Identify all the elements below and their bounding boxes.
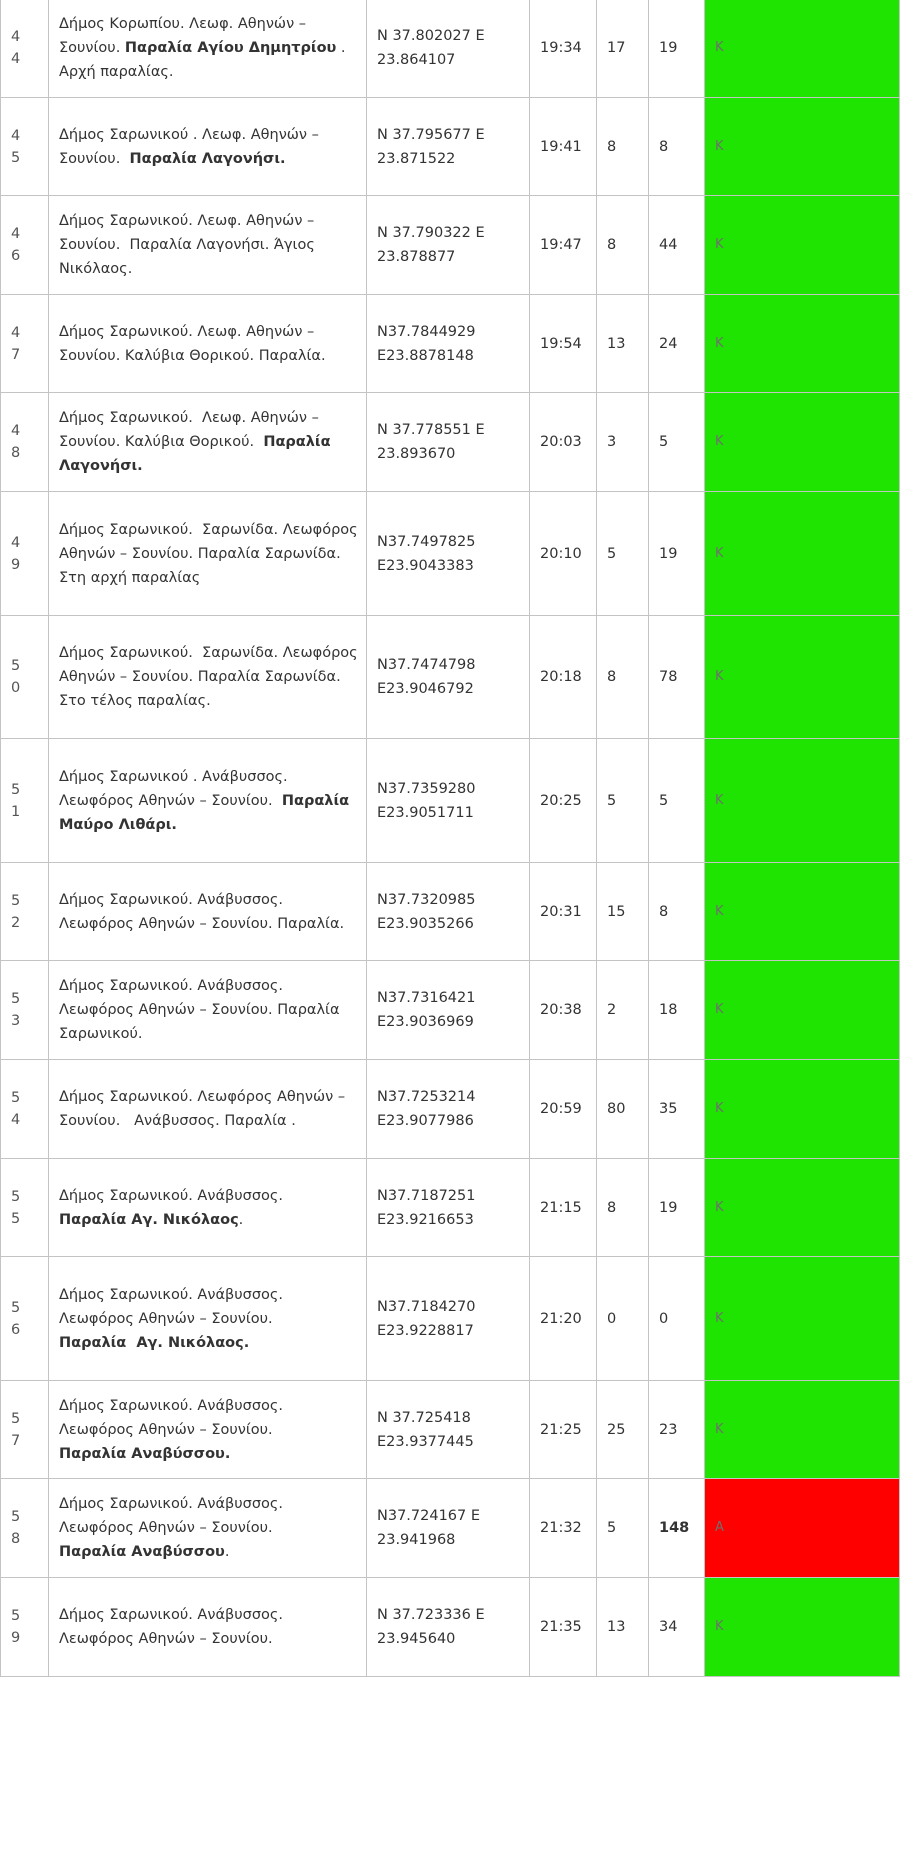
value-cell-2: 8 [649, 863, 705, 961]
value-cell-1: 25 [597, 1381, 649, 1479]
location-cell [49, 492, 367, 616]
coordinate-line: N37.7184270 [377, 1298, 476, 1315]
coordinate-line: 23.878877 [377, 249, 456, 265]
location-cell [49, 1381, 367, 1479]
coordinate-line: N37.7497825 [377, 533, 476, 550]
coordinates-cell [367, 1159, 530, 1257]
location-text: Δήμος Σαρωνικού. Λεωφόρος Αθηνών – Σουνίου. Ανάβυσσος. Παραλία . [59, 1089, 350, 1129]
status-cell: K [705, 1060, 900, 1159]
row-number-cell [1, 1159, 49, 1257]
row-number-digit: 8 [11, 445, 21, 461]
row-number-digit: 0 [11, 680, 21, 696]
location-cell [49, 616, 367, 739]
row-number-digit: 5 [11, 1210, 21, 1227]
location-cell [49, 196, 367, 295]
table-row [1, 492, 900, 616]
location-cell [49, 1159, 367, 1257]
row-number-digit: 5 [11, 991, 21, 1007]
row-number-cell [1, 863, 49, 961]
location-text: Δήμος Σαρωνικού. Ανάβυσσος. Λεωφόρος Αθηνών – Σουνίου. Παραλία Σαρωνικού. [59, 978, 349, 1042]
time-cell: 20:18 [530, 616, 597, 739]
value-cell-1: 17 [597, 0, 649, 98]
row-number-digit: 7 [11, 346, 21, 363]
status-cell: K [705, 98, 900, 196]
value-cell-1: 0 [597, 1257, 649, 1381]
value-cell-1: 8 [597, 196, 649, 295]
table-row [1, 393, 900, 492]
time-cell: 21:25 [530, 1381, 597, 1479]
row-number-digit: 7 [11, 1432, 21, 1449]
row-number-digit: 4 [11, 127, 21, 144]
row-number-cell [1, 616, 49, 739]
value-cell-1: 3 [597, 393, 649, 492]
value-cell-1: 8 [597, 616, 649, 739]
row-number-digit: 5 [11, 149, 21, 166]
table-row [1, 1381, 900, 1479]
location-text: Δήμος Σαρωνικού. Ανάβυσσος. Λεωφόρος Αθηνών – Σουνίου. [59, 1607, 288, 1647]
row-number-cell [1, 1479, 49, 1578]
row-number-digit: 2 [11, 914, 21, 931]
row-number-digit: 4 [11, 51, 21, 67]
coordinates-cell [367, 492, 530, 616]
status-cell: K [705, 1381, 900, 1479]
value-cell-2: 24 [649, 295, 705, 393]
location-cell [49, 1257, 367, 1381]
coordinate-line: 23.941968 [377, 1532, 456, 1548]
table-row [1, 1479, 900, 1578]
row-number-digit: 5 [11, 1608, 21, 1624]
row-number-digit: 5 [11, 781, 21, 798]
table-row [1, 196, 900, 295]
value-cell-2: 23 [649, 1381, 705, 1479]
location-highlight: Παραλία Αναβύσσου [59, 1544, 225, 1560]
row-number-digit: 5 [11, 1299, 21, 1316]
location-highlight: Παραλία Αγίου Δημητρίου [124, 40, 337, 56]
table-row [1, 739, 900, 863]
coordinate-line: N 37.778551 E [377, 422, 485, 438]
coordinate-line: E23.9051711 [377, 804, 474, 821]
row-number-digit: 6 [11, 1321, 21, 1338]
row-number-cell [1, 492, 49, 616]
value-cell-2: 8 [649, 98, 705, 196]
value-cell-2: 34 [649, 1578, 705, 1677]
location-cell [49, 295, 367, 393]
value-cell-1: 2 [597, 961, 649, 1060]
location-highlight: Παραλία Αναβύσσου. [59, 1445, 231, 1462]
table-row [1, 863, 900, 961]
coordinate-line: 23.864107 [377, 52, 456, 68]
value-cell-1: 5 [597, 492, 649, 616]
coordinate-line: N 37.802027 E [377, 28, 485, 44]
table-row [1, 1159, 900, 1257]
row-number-cell [1, 393, 49, 492]
value-cell-2: 19 [649, 492, 705, 616]
value-cell-2: 19 [649, 0, 705, 98]
location-cell [49, 1060, 367, 1159]
value-cell-2: 78 [649, 616, 705, 739]
location-cell [49, 0, 367, 98]
row-number-digit: 4 [11, 29, 21, 45]
value-highlight: 148 [659, 1520, 690, 1536]
table-row [1, 98, 900, 196]
coordinates-cell [367, 1479, 530, 1578]
row-number-cell [1, 739, 49, 863]
row-number-digit: 5 [11, 658, 21, 674]
coordinate-line: N37.7253214 [377, 1089, 476, 1105]
value-cell-2: 0 [649, 1257, 705, 1381]
table-row [1, 1060, 900, 1159]
coordinate-line: E23.9043383 [377, 557, 474, 574]
coordinate-line: E23.9036969 [377, 1014, 474, 1030]
coordinates-cell [367, 1381, 530, 1479]
coordinate-line: E23.8878148 [377, 347, 474, 364]
value-cell-1: 80 [597, 1060, 649, 1159]
value-cell-2: 5 [649, 739, 705, 863]
coordinate-line: N 37.790322 E [377, 225, 485, 241]
location-text: Δήμος Σαρωνικού. Λεωφ. Αθηνών – Σουνίου. Παραλία Λαγονήσι. Άγιος Νικόλαος. [59, 213, 320, 277]
coordinate-line: N37.7187251 [377, 1187, 476, 1204]
row-number-digit: 8 [11, 1531, 21, 1547]
time-cell: 20:10 [530, 492, 597, 616]
row-number-cell [1, 1060, 49, 1159]
row-number-digit: 9 [11, 1630, 21, 1646]
row-number-digit: 3 [11, 1013, 21, 1029]
location-text: Δήμος Σαρωνικού. Σαρωνίδα. Λεωφόρος Αθηνών – Σουνίου. Παραλία Σαρωνίδα. Στο τέλος παραλίας. [59, 645, 363, 709]
location-text: Δήμος Σαρωνικού. Ανάβυσσος. Λεωφόρος Αθηνών – Σουνίου. [59, 1286, 292, 1327]
status-cell: K [705, 863, 900, 961]
coordinates-cell [367, 393, 530, 492]
location-text: Δήμος Σαρωνικού. Ανάβυσσος. Λεωφόρος Αθηνών – Σουνίου. [59, 1496, 292, 1536]
coordinate-line: N37.724167 E [377, 1508, 481, 1524]
row-number-digit: 5 [11, 1090, 21, 1106]
coordinates-cell [367, 1257, 530, 1381]
location-text: Δήμος Σαρωνικού. Ανάβυσσος. [59, 1187, 293, 1204]
row-number-digit: 6 [11, 248, 21, 264]
coordinate-line: E23.9228817 [377, 1322, 474, 1339]
row-number-digit: 4 [11, 423, 21, 439]
time-cell: 21:35 [530, 1578, 597, 1677]
location-text: Δήμος Σαρωνικού. Ανάβυσσος. Λεωφόρος Αθηνών – Σουνίου. Παραλία. [59, 891, 345, 932]
time-cell: 19:41 [530, 98, 597, 196]
row-number-cell [1, 196, 49, 295]
value-cell-2: 44 [649, 196, 705, 295]
coordinate-line: 23.945640 [377, 1631, 456, 1647]
value-cell-2: 35 [649, 1060, 705, 1159]
location-text: . [224, 1544, 230, 1560]
row-number-digit: 5 [11, 1509, 21, 1525]
location-text: Δήμος Κορωπίου. Λεωφ. Αθηνών – Σουνίου. [59, 16, 311, 56]
row-number-cell [1, 1578, 49, 1677]
location-text: Δήμος Σαρωνικού. Ανάβυσσος. Λεωφόρος Αθηνών – Σουνίου. [59, 1397, 292, 1438]
coordinates-cell [367, 295, 530, 393]
coordinate-line: E23.9377445 [377, 1433, 474, 1450]
location-text: Δήμος Σαρωνικού. Λεωφ. Αθηνών – Σουνίου. Καλύβια Θορικού. [59, 410, 324, 450]
coordinate-line: 23.871522 [377, 150, 456, 167]
status-cell: K [705, 196, 900, 295]
location-cell [49, 863, 367, 961]
time-cell: 19:34 [530, 0, 597, 98]
value-cell-1: 13 [597, 295, 649, 393]
location-highlight: Παραλία Αγ. Νικόλαος [59, 1211, 239, 1228]
row-number-digit: 5 [11, 1410, 21, 1427]
location-highlight: Παραλία Μαύρο Λιθάρι. [59, 792, 355, 833]
time-cell: 21:20 [530, 1257, 597, 1381]
coordinate-line: N37.7844929 [377, 323, 476, 340]
table-row [1, 0, 900, 98]
time-cell: 20:31 [530, 863, 597, 961]
coordinates-cell [367, 196, 530, 295]
table-body [1, 0, 900, 1677]
row-number-digit: 4 [11, 324, 21, 341]
coordinate-line: N 37.795677 E [377, 126, 485, 143]
time-cell: 21:32 [530, 1479, 597, 1578]
coordinate-line: E23.9035266 [377, 915, 474, 932]
coordinate-line: N37.7316421 [377, 990, 476, 1006]
row-number-cell [1, 0, 49, 98]
row-number-cell [1, 961, 49, 1060]
coordinates-cell [367, 0, 530, 98]
coordinate-line: N 37.723336 E [377, 1607, 485, 1623]
location-highlight: Παραλία Αγ. Νικόλαος. [59, 1334, 250, 1351]
value-cell-1: 8 [597, 98, 649, 196]
row-number-digit: 1 [11, 803, 21, 820]
time-cell: 19:54 [530, 295, 597, 393]
table-row [1, 1257, 900, 1381]
time-cell: 20:03 [530, 393, 597, 492]
location-text: Δήμος Σαρωνικού . Ανάβυσσος. Λεωφόρος Αθηνών – Σουνίου. [59, 768, 293, 809]
row-number-cell [1, 98, 49, 196]
row-number-digit: 4 [11, 1112, 21, 1128]
coordinates-cell [367, 961, 530, 1060]
table-row [1, 1578, 900, 1677]
status-cell: K [705, 739, 900, 863]
status-cell: K [705, 295, 900, 393]
time-cell: 20:59 [530, 1060, 597, 1159]
coordinates-cell [367, 739, 530, 863]
status-cell: A [705, 1479, 900, 1578]
location-text: . [238, 1211, 244, 1228]
location-cell [49, 739, 367, 863]
coordinate-line: E23.9046792 [377, 681, 474, 697]
status-cell: K [705, 616, 900, 739]
value-cell-1: 8 [597, 1159, 649, 1257]
value-cell-1: 5 [597, 739, 649, 863]
status-cell: K [705, 0, 900, 98]
location-text: . Αρχή παραλίας. [59, 40, 355, 80]
location-cell [49, 98, 367, 196]
coordinates-cell [367, 98, 530, 196]
row-number-cell [1, 1381, 49, 1479]
location-highlight: Παραλία Λαγονήσι. [129, 150, 286, 167]
time-cell: 20:38 [530, 961, 597, 1060]
status-cell: K [705, 961, 900, 1060]
coordinates-cell [367, 1578, 530, 1677]
location-cell [49, 1479, 367, 1578]
time-cell: 21:15 [530, 1159, 597, 1257]
coordinates-cell [367, 616, 530, 739]
time-cell: 19:47 [530, 196, 597, 295]
coordinate-line: 23.893670 [377, 446, 456, 462]
coordinates-cell [367, 1060, 530, 1159]
row-number-digit: 4 [11, 534, 21, 551]
table-row [1, 961, 900, 1060]
coordinate-line: N37.7320985 [377, 891, 476, 908]
coordinate-line: E23.9077986 [377, 1113, 474, 1129]
status-cell: K [705, 1257, 900, 1381]
row-number-digit: 5 [11, 1188, 21, 1205]
value-cell-1: 15 [597, 863, 649, 961]
location-cell [49, 961, 367, 1060]
value-cell-1: 13 [597, 1578, 649, 1677]
coordinate-line: N37.7359280 [377, 780, 476, 797]
status-cell: K [705, 1159, 900, 1257]
table-row [1, 295, 900, 393]
coordinates-cell [367, 863, 530, 961]
value-cell-2 [649, 1479, 705, 1578]
location-highlight: Παραλία Λαγονήσι. [59, 434, 341, 474]
time-cell: 20:25 [530, 739, 597, 863]
location-text: Δήμος Σαρωνικού. Σαρωνίδα. Λεωφόρος Αθηνών – Σουνίου. Παραλία Σαρωνίδα. Στη αρχή παραλίας [59, 521, 363, 586]
table-row [1, 616, 900, 739]
row-number-cell [1, 295, 49, 393]
location-text: Δήμος Σαρωνικού. Λεωφ. Αθηνών – Σουνίου. Καλύβια Θορικού. Παραλία. [59, 323, 326, 364]
location-text: Δήμος Σαρωνικού . Λεωφ. Αθηνών – Σουνίου. [59, 126, 324, 167]
row-number-digit: 5 [11, 892, 21, 909]
row-number-cell [1, 1257, 49, 1381]
status-cell: K [705, 1578, 900, 1677]
status-cell: K [705, 393, 900, 492]
location-cell [49, 1578, 367, 1677]
row-number-digit: 4 [11, 226, 21, 242]
coordinate-line: E23.9216653 [377, 1211, 474, 1228]
value-cell-2: 19 [649, 1159, 705, 1257]
coordinate-line: N37.7474798 [377, 657, 476, 673]
location-cell [49, 393, 367, 492]
value-cell-1: 5 [597, 1479, 649, 1578]
value-cell-2: 5 [649, 393, 705, 492]
status-cell: K [705, 492, 900, 616]
coordinate-line: N 37.725418 [377, 1409, 471, 1426]
row-number-digit: 9 [11, 556, 21, 573]
value-cell-2: 18 [649, 961, 705, 1060]
